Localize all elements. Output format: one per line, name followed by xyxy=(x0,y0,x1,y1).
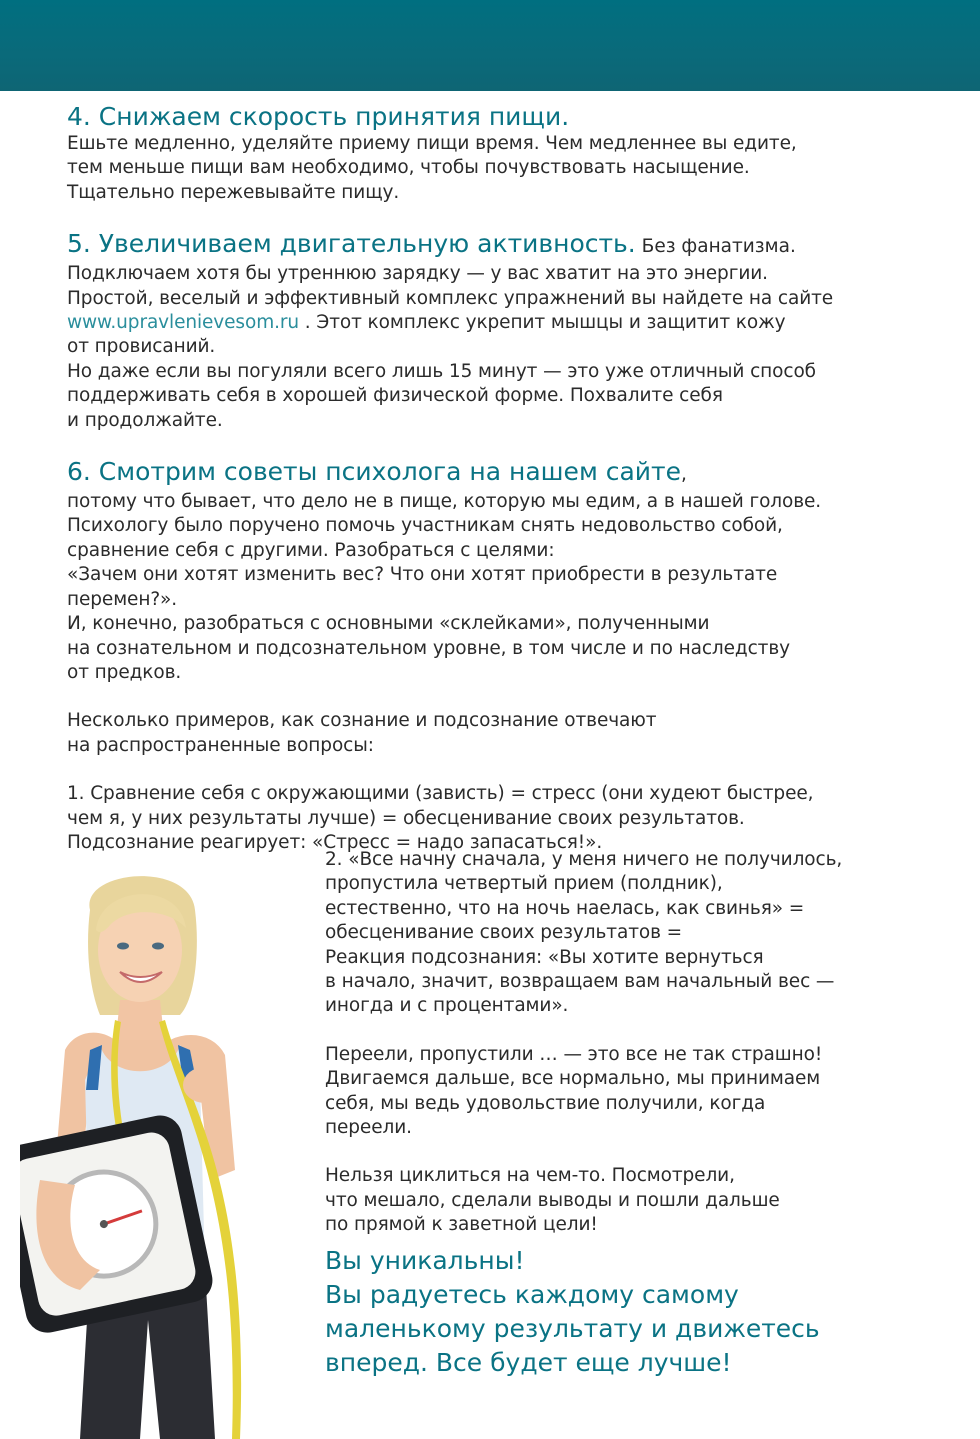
section4-line: Ешьте медленно, уделяйте приему пищи время. Чем медленнее вы едите, xyxy=(67,133,797,154)
advice2-line: по прямой к заветной цели! xyxy=(325,1214,598,1236)
section6-heading xyxy=(67,457,947,490)
example2-line: 2. «Все начну сначала, у меня ничего не получилось, xyxy=(325,849,843,870)
advice1-line: себя, мы ведь удовольствие получили, когда xyxy=(325,1092,766,1114)
woman-with-scale-photo xyxy=(20,850,320,1439)
section5-line: поддерживать себя в хорошей физической форме. Похвалите себя xyxy=(67,385,723,407)
section5-line: Простой, веселый и эффективный комплекс упражнений вы найдете на сайте xyxy=(67,287,834,309)
main-content xyxy=(67,102,947,855)
section6-line: на сознательном и подсознательном уровне, в том числе и по наследству xyxy=(67,637,790,659)
example2-line: пропустила четвертый прием (полдник), xyxy=(325,873,723,895)
section6-line: перемен?». xyxy=(67,588,178,610)
section4-line: тем меньше пищи вам необходимо, чтобы почувствовать насыщение. xyxy=(67,157,750,179)
closing-line: Вы радуетесь каждому самому xyxy=(325,1279,739,1309)
section5-line: Но даже если вы погуляли всего лишь 15 минут — это уже отличный способ xyxy=(67,360,816,382)
advice1-line: Переели, пропустили … — это все не так страшно! xyxy=(325,1043,823,1065)
advice2-line: Нельзя циклиться на чем-то. Посмотрели, xyxy=(325,1165,735,1187)
section5-heading-text: 5. Увеличиваем двигательную активность. xyxy=(67,229,636,259)
advice2-line: что мешало, сделали выводы и пошли дальше xyxy=(325,1189,780,1211)
section5-heading xyxy=(67,229,947,262)
right-column xyxy=(325,848,945,1380)
section5-line-after-link: . Этот комплекс укрепит мышцы и защитит кожу xyxy=(299,312,786,334)
section5-line: и продолжайте. xyxy=(67,409,223,431)
example2-line: естественно, что на ночь наелась, как свинья» = xyxy=(325,897,805,919)
section6-line: «Зачем они хотят изменить вес? Что они хотят приобрести в результате xyxy=(67,564,778,586)
advice1-line: Двигаемся дальше, все нормально, мы принимаем xyxy=(325,1068,821,1090)
example2-line: Реакция подсознания: «Вы хотите вернуться xyxy=(325,946,764,968)
section4-heading: 4. Снижаем скорость принятия пищи. xyxy=(67,102,570,131)
section6-line: И, конечно, разобраться с основными «склейками», полученными xyxy=(67,613,710,635)
example1-line: Подсознание реагирует: «Стресс = надо запасаться!». xyxy=(67,831,603,853)
section6-line: Психологу было поручено помочь участникам снять недовольство собой, xyxy=(67,515,783,537)
section6-line: сравнение себя с другими. Разобраться с целями: xyxy=(67,539,555,561)
section5-line: Подключаем хотя бы утреннюю зарядку — у вас хватит на это энергии. xyxy=(67,263,768,285)
closing-line: вперед. Все будет еще лучше! xyxy=(325,1347,732,1377)
section6-line: потому что бывает, что дело не в пище, которую мы едим, а в нашей голове. xyxy=(67,491,822,513)
section5-heading-tail: Без фанатизма. xyxy=(635,236,796,258)
section6-heading-text: 6. Смотрим советы психолога на нашем сайте xyxy=(67,457,682,487)
examples-intro-line: Несколько примеров, как сознание и подсознание отвечают xyxy=(67,710,657,732)
closing-line: Вы уникальны! xyxy=(325,1245,525,1275)
section5-line xyxy=(67,311,947,335)
example1-line: 1. Сравнение себя с окружающими (зависть) = стресс (они худеют быстрее, xyxy=(67,783,814,805)
advice1-line: переели. xyxy=(325,1117,412,1139)
website-link[interactable]: www.upravlenievesom.ru xyxy=(67,312,300,334)
section6-line: от предков. xyxy=(67,661,182,683)
header-bar xyxy=(0,0,980,91)
section6-heading-tail: , xyxy=(681,464,687,486)
examples-intro-line: на распространенные вопросы: xyxy=(67,734,374,756)
closing-line: маленькому результату и движетесь xyxy=(325,1313,820,1343)
example2-line: в начало, значит, возвращаем вам начальный вес — xyxy=(325,971,835,993)
example2-line: иногда и с процентами». xyxy=(325,995,569,1017)
example2-line: обесценивание своих результатов = xyxy=(325,922,683,944)
section5-line: от провисаний. xyxy=(67,336,216,358)
example1-line: чем я, у них результаты лучше) = обесценивание своих результатов. xyxy=(67,807,745,829)
section4-line: Тщательно пережевывайте пищу. xyxy=(67,181,400,203)
